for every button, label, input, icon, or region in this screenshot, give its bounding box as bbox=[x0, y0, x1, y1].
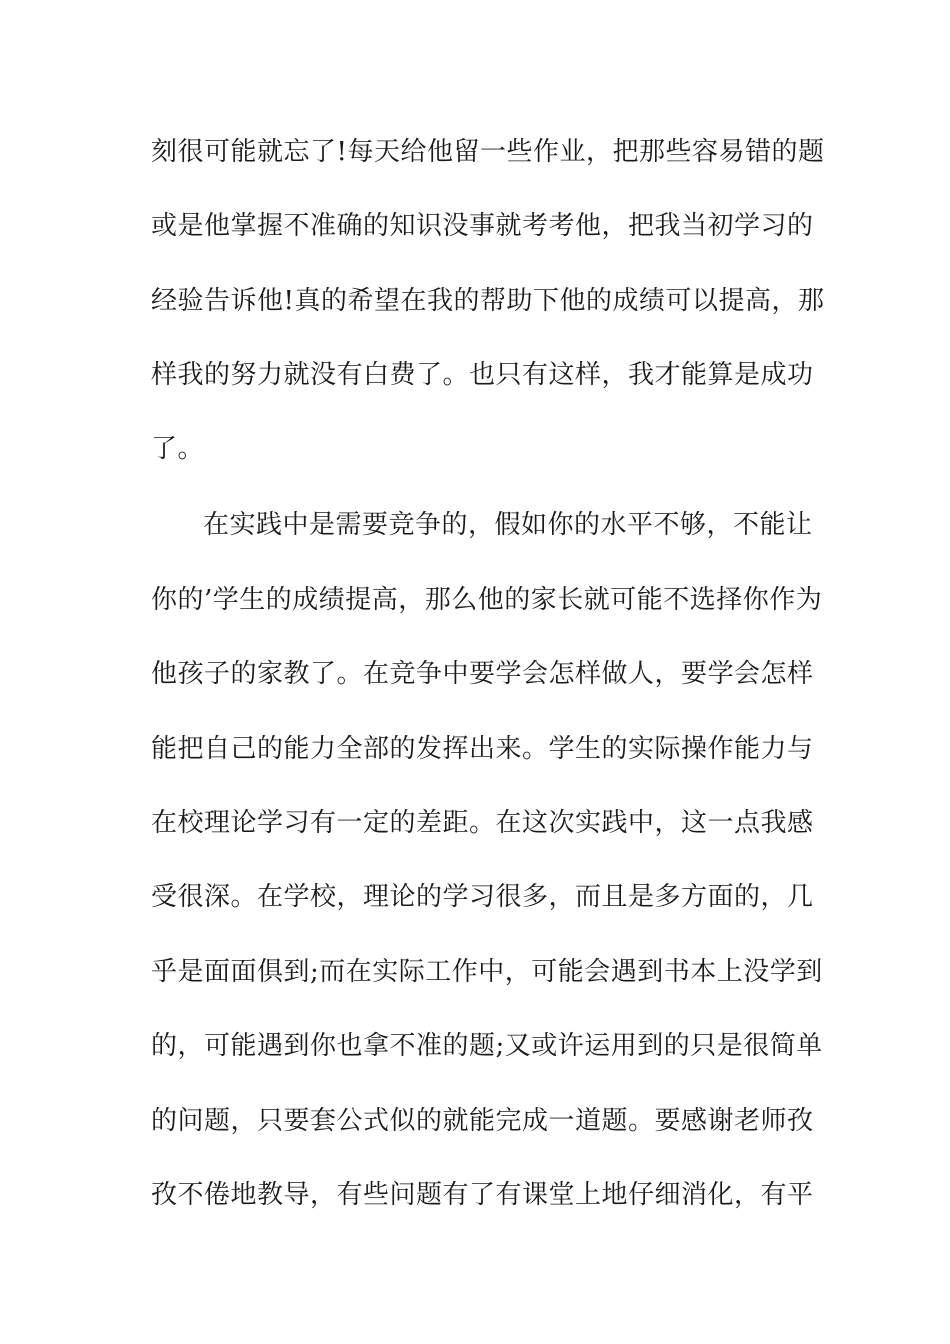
text-line: 受很深。在学校，理论的学习很多，而且是多方面的，几 bbox=[151, 882, 814, 912]
text-line: 或是他掌握不准确的知识没事就考考他，把我当初学习的 bbox=[151, 211, 814, 241]
text-line: 的，可能遇到你也拿不准的题;又或许运用到的只是很简单 bbox=[151, 1031, 823, 1061]
text-line: 刻很可能就忘了!每天给他留一些作业，把那些容易错的题 bbox=[151, 137, 825, 167]
text-line: 乎是面面俱到;而在实际工作中，可能会遇到书本上没学到 bbox=[151, 957, 823, 987]
paragraph-first-line: 在实践中是需要竞争的，假如你的水平不够，不能让 bbox=[203, 510, 813, 540]
text-line: 在校理论学习有一定的差距。在这次实践中，这一点我感 bbox=[151, 808, 814, 838]
text-line: 经验告诉他!真的希望在我的帮助下他的成绩可以提高，那 bbox=[151, 286, 825, 316]
text-line: 你的’学生的成绩提高，那么他的家长就可能不选择你作为 bbox=[151, 585, 823, 615]
text-line: 样我的努力就没有白费了。也只有这样，我才能算是成功 bbox=[151, 360, 814, 390]
text-line: 的问题，只要套公式似的就能完成一道题。要感谢老师孜 bbox=[151, 1106, 814, 1136]
text-line: 能把自己的能力全部的发挥出来。学生的实际操作能力与 bbox=[151, 734, 814, 764]
text-line: 了。 bbox=[151, 434, 205, 464]
text-line: 孜不倦地教导，有些问题有了有课堂上地仔细消化，有平 bbox=[151, 1180, 814, 1210]
text-line: 他孩子的家教了。在竞争中要学会怎样做人，要学会怎样 bbox=[151, 659, 814, 689]
